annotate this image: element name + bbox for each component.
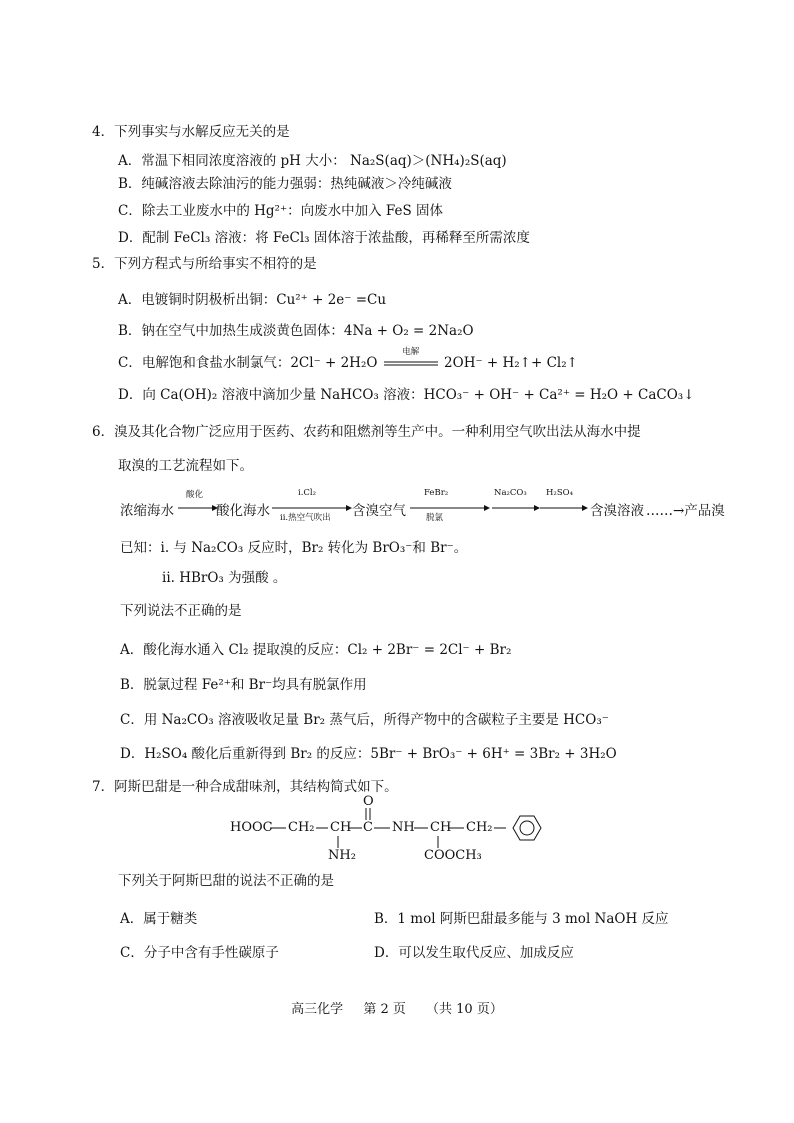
q5-c-left: C．电解饱和食盐水制氯气：2Cl⁻ + 2H₂O [118, 355, 378, 371]
q6-stem-line2: 取溴的工艺流程如下。 [118, 458, 253, 474]
footer-page-number: 第 2 页 [363, 1002, 406, 1017]
q5-c-condition: 电解 [402, 347, 420, 357]
electrolysis-arrow [382, 347, 440, 372]
q5-option-d: D．向 Ca(OH)₂ 溶液中滴加少量 NaHCO₃ 溶液：HCO₃⁻ + OH⁻ + Ca²⁺ = H₂O + CaCO₃↓ [118, 387, 695, 403]
footer-subject: 高三化学 [291, 1002, 344, 1017]
footer-total-pages: （共 10 页） [426, 1002, 503, 1017]
flow-label-na2co3: Na₂CO₃ [494, 488, 527, 498]
q4-option-c: C．除去工业废水中的 Hg²⁺：向废水中加入 FeS 固体 [118, 203, 444, 219]
flow-node-acidified-seawater: 酸化海水 [216, 503, 270, 519]
q6-ask: 下列说法不正确的是 [120, 603, 242, 619]
q6-option-b: B．脱氯过程 Fe²⁺和 Br⁻均具有脱氯作用 [120, 677, 367, 693]
q4-stem: 4．下列事实与水解反应无关的是 [92, 124, 290, 140]
flow-label-h2so4: H₂SO₄ [546, 488, 574, 498]
flow-label-hot-air: ii.热空气吹出 [280, 513, 331, 523]
q5-c-right: 2OH⁻ + H₂↑+ Cl₂↑ [444, 355, 578, 371]
structure-c: C [363, 820, 373, 835]
q7-stem: 7．阿斯巴甜是一种合成甜味剂，其结构简式如下。 [92, 779, 398, 795]
structure-nh: NH [392, 820, 415, 835]
q4-option-a: A．常温下相同浓度溶液的 pH 大小： Na₂S(aq)＞(NH₄)₂S(aq) [118, 153, 507, 169]
q4-option-b: B．纯碱溶液去除油污的能力强弱：热纯碱液＞冷纯碱液 [118, 176, 452, 192]
q6-option-d: D．H₂SO₄ 酸化后重新得到 Br₂ 的反应：5Br⁻ + BrO₃⁻ + 6H⁺ = 3Br₂ + 3H₂O [120, 746, 617, 762]
structure-ch2-b: CH₂ [466, 820, 493, 835]
flow-node-bromine-air: 含溴空气 [352, 503, 406, 519]
q6-stem-line1: 6．溴及其化合物广泛应用于医药、农药和阻燃剂等生产中。一种利用空气吹出法从海水中提 [92, 424, 641, 440]
flow-node-bromine-solution: 含溴溶液 [590, 503, 644, 519]
aspartame-structure [228, 796, 558, 868]
q7-option-b: B．1 mol 阿斯巴甜最多能与 3 mol NaOH 反应 [374, 911, 669, 927]
structure-ch-b: CH [430, 820, 452, 835]
flow-label-cl2: i.Cl₂ [298, 488, 317, 498]
structure-ch2-a: CH₂ [288, 820, 315, 835]
flow-label-dechlorination: 脱氯 [426, 513, 444, 523]
q5-option-c [118, 347, 578, 372]
q7-ask: 下列关于阿斯巴甜的说法不正确的是 [118, 873, 334, 889]
structure-hooc: HOOC [230, 820, 273, 835]
q6-option-a: A．酸化海水通入 Cl₂ 提取溴的反应：Cl₂ + 2Br⁻ = 2Cl⁻ + Br₂ [120, 642, 512, 658]
q7-option-c: C．分子中含有手性碳原子 [120, 945, 279, 961]
q6-known-2: ii. HBrO₃ 为强酸 。 [162, 570, 287, 586]
page-footer [0, 998, 794, 1017]
q7-option-d: D．可以发生取代反应、加成反应 [374, 945, 574, 961]
q5-option-a: A．电镀铜时阴极析出铜：Cu²⁺ + 2e⁻ =Cu [118, 292, 387, 308]
flow-node-product-bromine: ……→产品溴 [646, 503, 725, 519]
q4-option-d: D．配制 FeCl₃ 溶液：将 FeCl₃ 固体溶于浓盐酸，再稀释至所需浓度 [118, 230, 530, 246]
structure-nh2: NH₂ [328, 848, 356, 863]
structure-cooch3: COOCH₃ [424, 848, 482, 863]
structure-ch-a: CH [330, 820, 352, 835]
flow-label-febr2: FeBr₂ [424, 488, 449, 498]
q6-known-1: 已知：i. 与 Na₂CO₃ 反应时，Br₂ 转化为 BrO₃⁻和 Br⁻。 [120, 540, 468, 556]
q6-option-c: C．用 Na₂CO₃ 溶液吸收足量 Br₂ 蒸气后，所得产物中的含碳粒子主要是 HCO₃⁻ [120, 712, 609, 728]
q5-option-b: B．钠在空气中加热生成淡黄色固体：4Na + O₂ = 2Na₂O [118, 323, 474, 339]
q5-stem: 5．下列方程式与所给事实不相符的是 [92, 256, 317, 272]
flow-label-acidify: 酸化 [186, 490, 204, 500]
bromine-process-flow [120, 488, 725, 524]
structure-o: O [363, 794, 374, 809]
q7-option-a: A．属于糖类 [120, 911, 198, 927]
flow-node-concentrated-seawater: 浓缩海水 [120, 503, 174, 519]
